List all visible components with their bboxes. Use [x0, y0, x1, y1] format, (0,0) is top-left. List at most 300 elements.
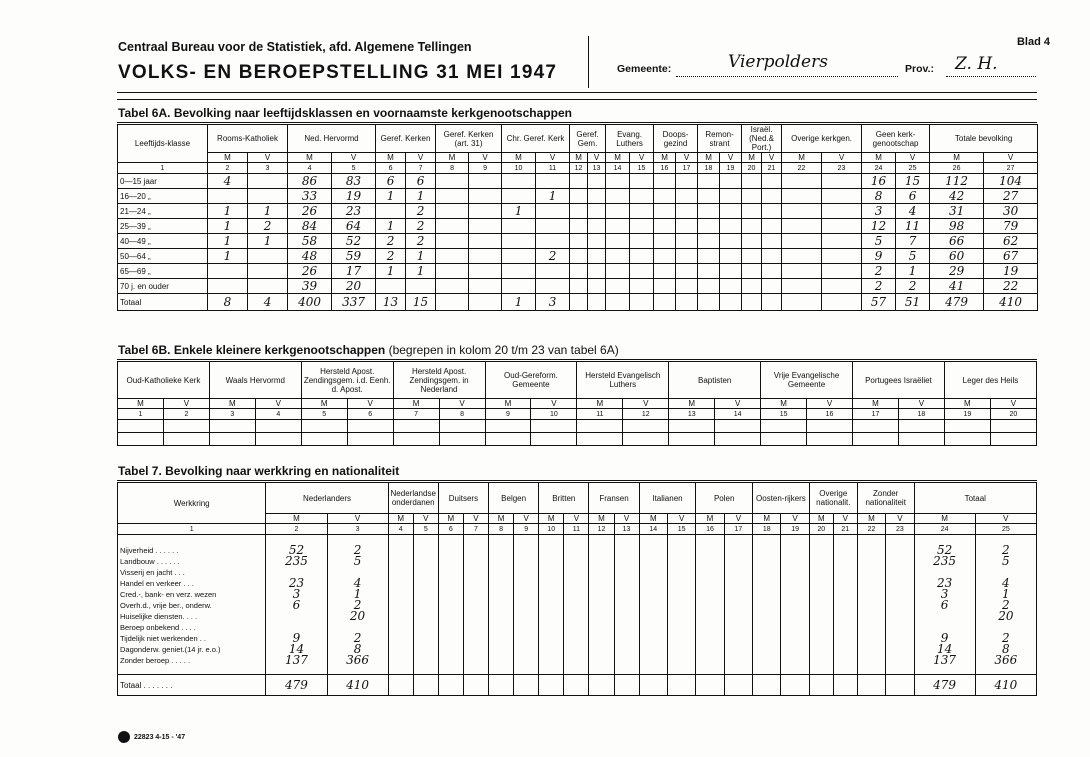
column-group-header: Overige nationalit.: [809, 483, 857, 514]
m-header: M: [438, 514, 463, 524]
data-cell: [514, 556, 539, 567]
data-cell: [438, 611, 463, 622]
data-cell: [347, 433, 393, 446]
nederlanders-v: [327, 622, 388, 633]
table-6a: [117, 124, 1038, 311]
spacer-cell: [781, 666, 809, 675]
data-cell: [639, 633, 667, 644]
column-group-header: Italianen: [639, 483, 696, 514]
total-cell: [463, 675, 488, 696]
data-cell: [639, 556, 667, 567]
data-cell: 1: [376, 219, 406, 234]
column-number: 11: [536, 163, 570, 174]
total-cell: [857, 675, 885, 696]
m-header: M: [654, 153, 676, 163]
spacer-cell: [975, 666, 1036, 675]
total-cell: [489, 675, 514, 696]
data-cell: [413, 578, 438, 589]
v-header: V: [531, 399, 577, 409]
data-cell: [438, 589, 463, 600]
data-cell: [667, 600, 695, 611]
data-cell: [436, 249, 469, 264]
total-cell: [570, 294, 588, 311]
data-cell: [781, 633, 809, 644]
print-code: [118, 731, 185, 743]
v-header: V: [347, 399, 393, 409]
data-cell: [413, 622, 438, 633]
data-cell: [886, 600, 914, 611]
data-cell: 27: [984, 189, 1038, 204]
table-row: [118, 589, 1037, 600]
data-cell: [833, 567, 857, 578]
table-7-spacer-row: [118, 666, 1037, 675]
spacer-cell: [667, 535, 695, 546]
data-cell: [502, 234, 536, 249]
data-cell: [606, 219, 630, 234]
data-cell: [698, 264, 720, 279]
data-cell: [761, 433, 807, 446]
spacer-cell: [975, 535, 1036, 546]
data-cell: [588, 204, 606, 219]
data-cell: [753, 655, 781, 666]
data-cell: [822, 189, 862, 204]
data-cell: [589, 589, 614, 600]
total-label: Totaal . . . . . . .: [118, 675, 266, 696]
total-cell: 479: [930, 294, 984, 311]
column-group-header: Remon-strant: [698, 125, 742, 153]
spacer-cell: [639, 535, 667, 546]
data-cell: 30: [984, 204, 1038, 219]
column-group-header: Geen kerk-genootschap: [862, 125, 930, 153]
total-cell: [413, 675, 438, 696]
data-cell: [514, 600, 539, 611]
data-cell: [436, 189, 469, 204]
m-header: M: [930, 153, 984, 163]
age-class-label: 0—15 jaar: [118, 174, 208, 189]
data-cell: [489, 545, 514, 556]
data-cell: [463, 655, 488, 666]
data-cell: [654, 234, 676, 249]
m-header: M: [589, 514, 614, 524]
spacer-cell: [388, 535, 413, 546]
spacer-cell: [639, 666, 667, 675]
v-header: V: [898, 399, 944, 409]
data-cell: 104: [984, 174, 1038, 189]
totaal-m: 137: [914, 655, 975, 666]
table-row: [118, 600, 1037, 611]
data-cell: [724, 611, 752, 622]
spacer-cell: [696, 535, 724, 546]
spacer-cell: [564, 535, 589, 546]
werkkring-label: Overh.d., vrije ber., onderw.: [118, 600, 266, 611]
data-cell: [742, 219, 762, 234]
m-header: M: [288, 153, 332, 163]
totaal-m: 23: [914, 578, 975, 589]
table-row: [118, 655, 1037, 666]
data-cell: [588, 264, 606, 279]
data-cell: 2: [406, 219, 436, 234]
data-cell: [489, 611, 514, 622]
v-header: V: [975, 514, 1036, 524]
m-header: M: [857, 514, 885, 524]
totaal-v: 20: [975, 611, 1036, 622]
data-cell: 60: [930, 249, 984, 264]
data-cell: [413, 655, 438, 666]
column-number: 8: [489, 524, 514, 535]
total-cell: [762, 294, 782, 311]
data-cell: [564, 611, 589, 622]
data-cell: [469, 279, 502, 294]
v-header: V: [248, 153, 288, 163]
column-number: 16: [807, 409, 853, 420]
data-cell: [539, 589, 564, 600]
print-code-text: 22823 4-15 - '47: [134, 733, 186, 741]
total-cell: [514, 675, 539, 696]
data-cell: [742, 174, 762, 189]
totaal-v: 2: [975, 600, 1036, 611]
data-cell: [564, 589, 589, 600]
v-header: V: [781, 514, 809, 524]
data-cell: [639, 545, 667, 556]
table-row: [118, 545, 1037, 556]
spacer-cell: [539, 535, 564, 546]
column-number: 26: [930, 163, 984, 174]
v-header: V: [990, 399, 1036, 409]
table-row: [118, 622, 1037, 633]
data-cell: [588, 189, 606, 204]
data-cell: [833, 578, 857, 589]
data-cell: [539, 622, 564, 633]
m-header: M: [698, 153, 720, 163]
data-cell: [388, 633, 413, 644]
data-cell: 19: [332, 189, 376, 204]
totaal-v: 2: [975, 633, 1036, 644]
nederlanders-v: 8: [327, 644, 388, 655]
data-cell: [570, 219, 588, 234]
data-cell: [762, 264, 782, 279]
column-number: 9: [485, 409, 531, 420]
m-header: M: [489, 514, 514, 524]
table-7-spacer-row: [118, 535, 1037, 546]
data-cell: [857, 578, 885, 589]
table-row: [118, 633, 1037, 644]
totaal-m: 14: [914, 644, 975, 655]
v-header: V: [807, 399, 853, 409]
column-group-header: Geref. Gem.: [570, 125, 606, 153]
data-cell: [614, 578, 639, 589]
spacer-cell: [724, 535, 752, 546]
data-cell: [724, 622, 752, 633]
column-number: 6: [438, 524, 463, 535]
data-cell: [489, 622, 514, 633]
m-header: M: [266, 514, 327, 524]
totaal-v: 8: [975, 644, 1036, 655]
column-number: 5: [301, 409, 347, 420]
data-cell: [570, 174, 588, 189]
data-cell: [531, 420, 577, 433]
v-header: V: [822, 153, 862, 163]
age-class-label: 50—64 „: [118, 249, 208, 264]
data-cell: [639, 567, 667, 578]
column-number: 6: [376, 163, 406, 174]
data-cell: 9: [862, 249, 896, 264]
table-7-title: Bevolking naar werkkring en nationaliteit: [165, 464, 400, 478]
data-cell: [782, 219, 822, 234]
table-6b-note: (begrepen in kolom 20 t/m 23 van tabel 6A): [388, 343, 619, 357]
age-class-label: 21—24 „: [118, 204, 208, 219]
data-cell: [809, 567, 833, 578]
spacer-cell: [327, 666, 388, 675]
totaal-v: 2: [975, 545, 1036, 556]
column-number: 18: [898, 409, 944, 420]
table-6a-top-rule: [117, 122, 1037, 123]
data-cell: [762, 174, 782, 189]
werkkring-label: Beroep onbekend . . . .: [118, 622, 266, 633]
data-cell: [781, 655, 809, 666]
data-cell: [463, 611, 488, 622]
column-group-header: Portugees Israëliet: [853, 362, 945, 399]
data-cell: [489, 655, 514, 666]
data-cell: [463, 600, 488, 611]
data-cell: [822, 264, 862, 279]
data-cell: [536, 219, 570, 234]
column-number: 7: [406, 163, 436, 174]
total-cell: [724, 675, 752, 696]
data-cell: [833, 600, 857, 611]
data-cell: [539, 556, 564, 567]
data-cell: [654, 174, 676, 189]
data-cell: [630, 189, 654, 204]
data-cell: [606, 234, 630, 249]
table-6b-group-header-row: [118, 362, 1037, 399]
prov-label: Prov.:: [905, 63, 934, 75]
data-cell: [698, 219, 720, 234]
data-cell: [436, 204, 469, 219]
data-cell: [720, 234, 742, 249]
age-class-label: 70 j. en ouder: [118, 279, 208, 294]
data-cell: [502, 264, 536, 279]
data-cell: [698, 249, 720, 264]
data-cell: [413, 600, 438, 611]
data-cell: 98: [930, 219, 984, 234]
data-cell: [667, 589, 695, 600]
spacer-cell: [438, 535, 463, 546]
column-number: 14: [715, 409, 761, 420]
data-cell: [209, 433, 255, 446]
data-cell: 11: [896, 219, 930, 234]
data-cell: [886, 633, 914, 644]
column-number: 14: [639, 524, 667, 535]
spacer-cell: [809, 535, 833, 546]
data-cell: [654, 219, 676, 234]
data-cell: 52: [332, 234, 376, 249]
v-header: V: [536, 153, 570, 163]
data-cell: [753, 611, 781, 622]
m-header: M: [742, 153, 762, 163]
spacer-cell: [781, 535, 809, 546]
data-cell: [564, 578, 589, 589]
data-cell: [898, 420, 944, 433]
data-cell: [781, 589, 809, 600]
column-number: 7: [463, 524, 488, 535]
data-cell: [393, 433, 439, 446]
column-number: 11: [564, 524, 589, 535]
column-number: 12: [589, 524, 614, 535]
data-cell: [502, 249, 536, 264]
data-cell: [589, 567, 614, 578]
data-cell: [388, 556, 413, 567]
data-cell: [502, 174, 536, 189]
data-cell: [782, 249, 822, 264]
column-group-header: Oud-Katholieke Kerk: [118, 362, 210, 399]
column-group-header: Totaal: [914, 483, 1036, 514]
table-row: [118, 249, 1038, 264]
data-cell: [833, 545, 857, 556]
spacer-cell: [809, 666, 833, 675]
data-cell: [248, 264, 288, 279]
data-cell: [696, 633, 724, 644]
totaal-m: 3: [914, 589, 975, 600]
data-cell: [589, 633, 614, 644]
column-number: 23: [822, 163, 862, 174]
table-6a-title: Bevolking naar leeftijdsklassen en voornaamste kerkgenootschappen: [173, 106, 572, 120]
nederlanders-m: 137: [266, 655, 327, 666]
data-cell: [463, 644, 488, 655]
table-row: [118, 556, 1037, 567]
data-cell: 17: [332, 264, 376, 279]
column-number: 9: [514, 524, 539, 535]
data-cell: [724, 644, 752, 655]
data-cell: [857, 567, 885, 578]
totaal-v: [975, 622, 1036, 633]
nederlanders-v: 4: [327, 578, 388, 589]
table-row: [118, 433, 1037, 446]
table-7-number: Tabel 7.: [118, 464, 162, 478]
data-cell: [248, 174, 288, 189]
data-cell: 6: [406, 174, 436, 189]
data-cell: [696, 644, 724, 655]
data-cell: 3: [862, 204, 896, 219]
data-cell: [118, 420, 164, 433]
data-cell: [514, 545, 539, 556]
column-number: 2: [163, 409, 209, 420]
data-cell: 48: [288, 249, 332, 264]
data-cell: [886, 545, 914, 556]
data-cell: 2: [376, 234, 406, 249]
data-cell: [639, 622, 667, 633]
column-number: 16: [696, 524, 724, 535]
spacer-cell: [514, 666, 539, 675]
data-cell: [413, 589, 438, 600]
data-cell: [514, 655, 539, 666]
data-cell: [753, 600, 781, 611]
column-number: 5: [413, 524, 438, 535]
data-cell: [614, 622, 639, 633]
table-row: [118, 567, 1037, 578]
column-group-header: Israël. (Ned.& Port.): [742, 125, 782, 153]
data-cell: 86: [288, 174, 332, 189]
data-cell: [589, 556, 614, 567]
nederlanders-v: 2: [327, 600, 388, 611]
data-cell: [857, 600, 885, 611]
v-header: V: [762, 153, 782, 163]
data-cell: 1: [248, 204, 288, 219]
spacer-cell: [833, 666, 857, 675]
table-row: [118, 578, 1037, 589]
data-cell: [463, 556, 488, 567]
data-cell: 59: [332, 249, 376, 264]
column-number: 20: [990, 409, 1036, 420]
data-cell: [570, 249, 588, 264]
data-cell: [436, 219, 469, 234]
spacer-cell: [914, 666, 975, 675]
data-cell: [388, 644, 413, 655]
data-cell: [724, 556, 752, 567]
data-cell: 5: [862, 234, 896, 249]
total-totaal-m: 479: [914, 675, 975, 696]
data-cell: [588, 174, 606, 189]
data-cell: 26: [288, 264, 332, 279]
v-header: V: [630, 153, 654, 163]
data-cell: [667, 633, 695, 644]
m-header: M: [577, 399, 623, 409]
column-number: 21: [833, 524, 857, 535]
data-cell: [676, 219, 698, 234]
data-cell: [696, 600, 724, 611]
total-cell: [676, 294, 698, 311]
data-cell: [724, 589, 752, 600]
table-6a-mv-row: [118, 153, 1038, 163]
data-cell: [809, 589, 833, 600]
data-cell: [531, 433, 577, 446]
data-cell: [570, 234, 588, 249]
data-cell: [782, 279, 822, 294]
m-header: M: [669, 399, 715, 409]
data-cell: [570, 189, 588, 204]
data-cell: [696, 622, 724, 633]
gemeente-line: [676, 76, 898, 77]
data-cell: [667, 655, 695, 666]
data-cell: [698, 279, 720, 294]
werkkring-label: Cred.-, bank- en verz. wezen: [118, 589, 266, 600]
data-cell: 19: [984, 264, 1038, 279]
v-header: V: [833, 514, 857, 524]
totaal-v: [975, 567, 1036, 578]
spacer-cell: [886, 666, 914, 675]
table-6a-caption: [118, 106, 572, 120]
column-number: 19: [781, 524, 809, 535]
total-cell: 400: [288, 294, 332, 311]
data-cell: 20: [332, 279, 376, 294]
data-cell: [539, 600, 564, 611]
m-header: M: [782, 153, 822, 163]
data-cell: [720, 249, 742, 264]
data-cell: [614, 545, 639, 556]
data-cell: [667, 611, 695, 622]
data-cell: [502, 219, 536, 234]
data-cell: [463, 633, 488, 644]
total-cell: [630, 294, 654, 311]
data-cell: [944, 433, 990, 446]
total-cell: 410: [984, 294, 1038, 311]
data-cell: 26: [288, 204, 332, 219]
nederlanders-v: 2: [327, 545, 388, 556]
data-cell: [438, 633, 463, 644]
table-row: [118, 420, 1037, 433]
data-cell: 84: [288, 219, 332, 234]
data-cell: [886, 589, 914, 600]
data-cell: [489, 644, 514, 655]
